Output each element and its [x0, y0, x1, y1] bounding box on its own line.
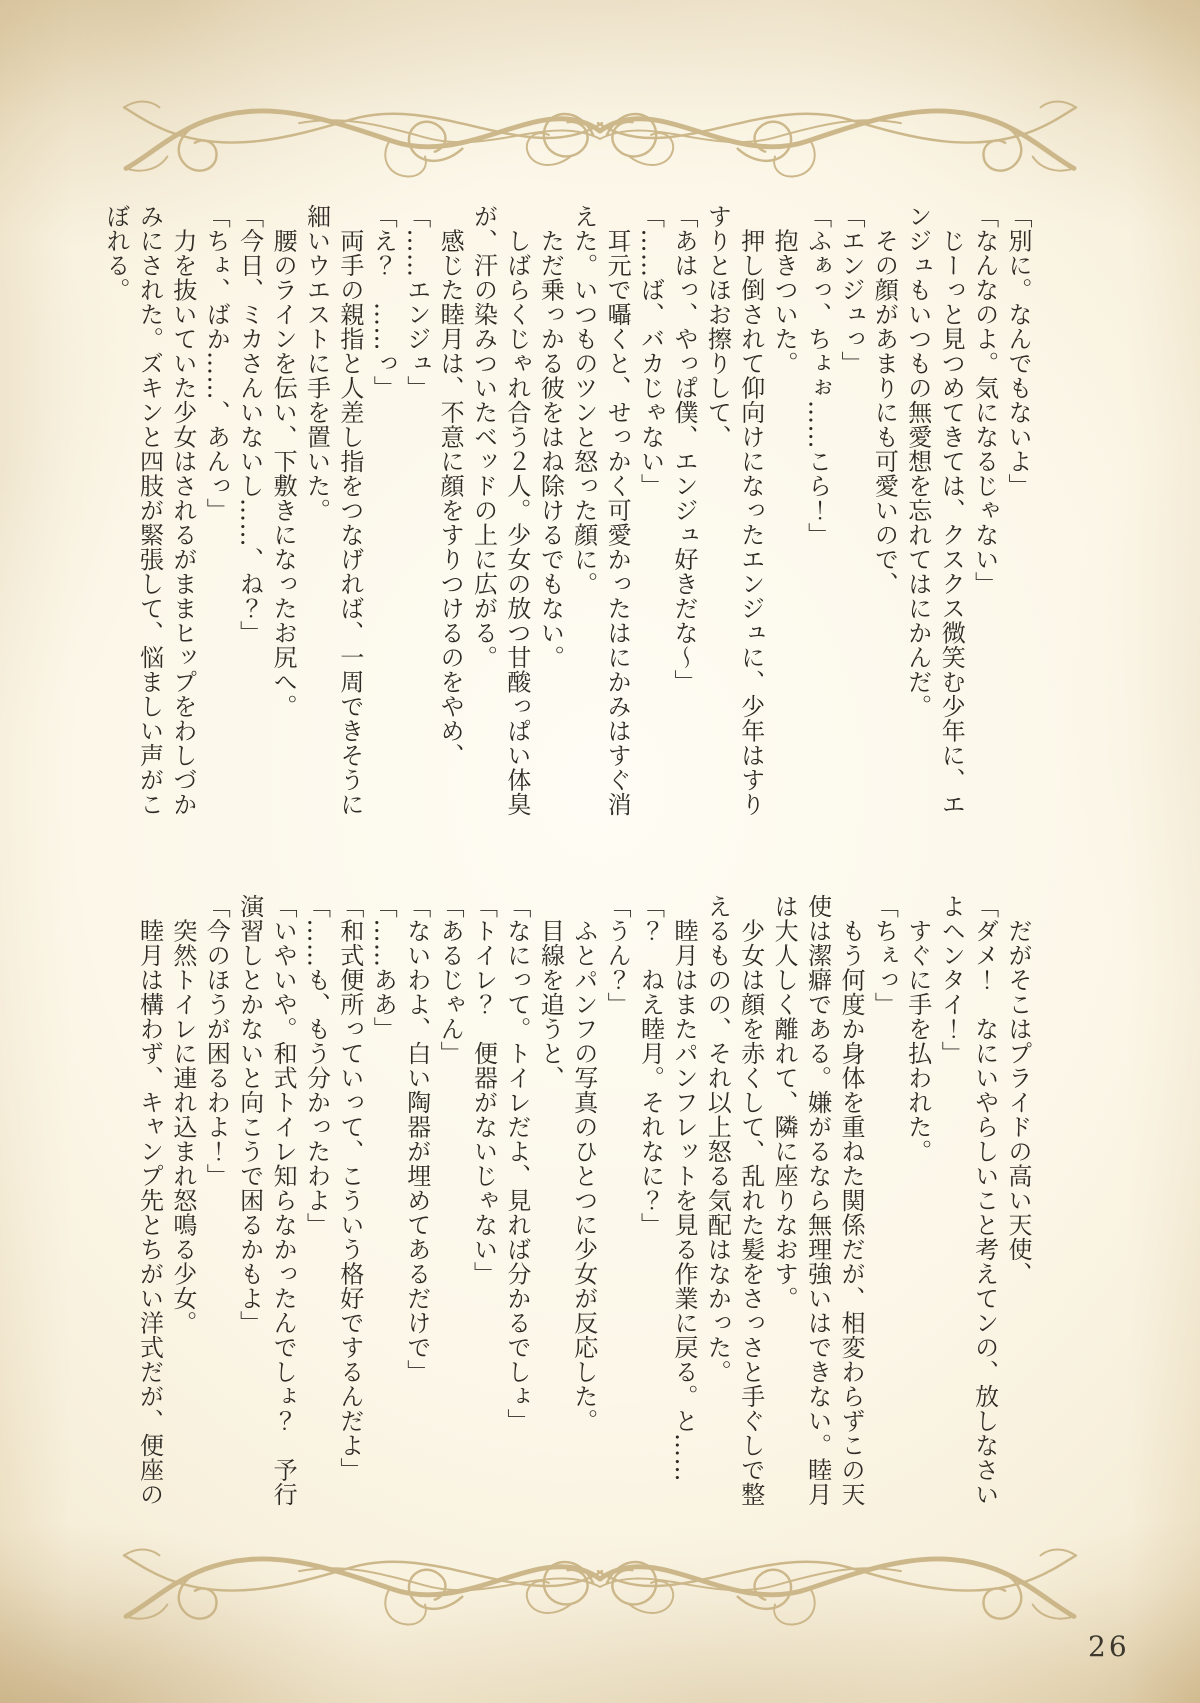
- text-column: 「え？ ……っ」: [369, 204, 398, 400]
- text-column: 「ダメ！ なにいやらしいこと考えてンの、放しなさい: [970, 894, 999, 1507]
- text-column: 睦月はまたパンフレットを見る作業に戻る。と……: [669, 894, 698, 1482]
- text-column: 演習しとかないと向こうで困るかもよ」: [235, 894, 264, 1335]
- text-column: ふとパンフの写真のひとつに少女が反応した。: [569, 894, 598, 1433]
- upper-text-block: [99, 204, 1034, 864]
- text-column: 「いやいや。和式トイレ知らなかったんでしょ？ 予行: [269, 894, 298, 1507]
- text-column: ンジュもいつもの無愛想を忘れてはにかんだ。: [903, 204, 932, 719]
- text-column: 突然トイレに連れ込まれ怒鳴る少女。: [168, 894, 197, 1335]
- text-column: 感じた睦月は、不意に顔をすりつけるのをやめ、: [436, 204, 465, 768]
- text-column: みにされた。ズキンと四肢が緊張して、悩ましい声がこ: [135, 204, 164, 817]
- text-column: だがそこはプライドの高い天使、: [1004, 894, 1032, 1286]
- text-column: 使は潔癖である。嫌がるなら無理強いはできない。睦月: [803, 894, 832, 1507]
- text-column: しばらくじゃれ合う２人。少女の放つ甘酸っぱい体臭: [502, 204, 531, 817]
- text-column: ぼれる。: [102, 204, 131, 302]
- text-column: えた。いつものツンと怒った顔に。: [569, 204, 598, 596]
- lower-text-block: [132, 894, 1034, 1544]
- text-column: 「別に。なんでもないよ」: [1004, 204, 1032, 498]
- text-column: 「なんなのよ。気になるじゃない」: [970, 204, 999, 596]
- text-column: ただ乗っかる彼をはね除けるでもない。: [536, 204, 565, 670]
- text-column: その顔があまりにも可愛いので、: [870, 204, 899, 596]
- text-column: 耳元で囁くと、せっかく可愛かったはにかみはすぐ消: [603, 204, 632, 817]
- text-column: すぐに手を払われた。: [903, 894, 932, 1164]
- text-column: すりとほお擦りして、: [703, 204, 732, 449]
- text-column: 「？ ねえ睦月。それなに？」: [636, 894, 665, 1237]
- text-column: 「なにって。トイレだよ、見れば分かるでしょ」: [502, 894, 531, 1433]
- text-column: 「今のほうが困るわよ！」: [202, 894, 231, 1188]
- text-column: 抱きついた。: [770, 204, 799, 376]
- text-column: 「ちぇっ」: [870, 894, 899, 1017]
- text-column: 「トイレ？ 便器がないじゃない」: [469, 894, 498, 1286]
- flourish-divider-bottom-icon: [100, 1520, 1100, 1638]
- text-column: 「……エンジュ」: [402, 204, 431, 400]
- text-column: 「……も、もう分かったわよ」: [302, 894, 331, 1237]
- text-column: 「今日、ミカさんいないし……、ね？」: [235, 204, 264, 645]
- text-column: 「……ああ」: [369, 894, 398, 1041]
- text-column: 「和式便所っていって、こういう格好でするんだよ」: [335, 894, 364, 1482]
- text-column: 「エンジュっ」: [836, 204, 865, 376]
- text-column: 「うん？」: [603, 894, 632, 1017]
- text-column: が、汗の染みついたベッドの上に広がる。: [469, 204, 498, 670]
- text-column: 両手の親指と人差し指をつなげれば、一周できそうに: [335, 204, 364, 817]
- text-column: じーっと見つめてきては、クスクス微笑む少年に、エ: [937, 204, 966, 817]
- text-column: 力を抜いていた少女はされるがままヒップをわしづか: [168, 204, 197, 817]
- text-column: 少女は顔を赤くして、乱れた髪をさっさと手ぐしで整: [736, 894, 765, 1507]
- text-column: 睦月は構わず、キャンプ先とちがい洋式だが、便座の: [135, 894, 164, 1507]
- page-number: 26: [1088, 1630, 1130, 1663]
- text-column: 「ふぁっ、ちょぉ……こら！」: [803, 204, 832, 547]
- text-column: 「ないわよ、白い陶器が埋めてあるだけで」: [402, 894, 431, 1384]
- text-column: 腰のラインを伝い、下敷きになったお尻へ。: [269, 204, 298, 719]
- text-column: もう何度か身体を重ねた関係だが、相変わらずこの天: [836, 894, 865, 1507]
- text-column: 「あはっ、やっぱ僕、エンジュ好きだな〜」: [669, 204, 698, 694]
- text-column: 押し倒されて仰向けになったエンジュに、少年はすり: [736, 204, 765, 817]
- text-column: えるものの、それ以上怒る気配はなかった。: [703, 894, 732, 1384]
- text-column: 目線を追うと、: [536, 894, 565, 1090]
- text-column: 「あるじゃん」: [436, 894, 465, 1066]
- text-column: 細いウエストに手を置いた。: [302, 204, 331, 523]
- flourish-divider-top-icon: [100, 72, 1100, 190]
- text-column: よヘンタイ！」: [937, 894, 966, 1066]
- text-column: は大人しく離れて、隣に座りなおす。: [770, 894, 799, 1311]
- text-column: 「ちょ、ばか……、あんっ」: [202, 204, 231, 523]
- text-column: 「……ば、バカじゃない」: [636, 204, 665, 498]
